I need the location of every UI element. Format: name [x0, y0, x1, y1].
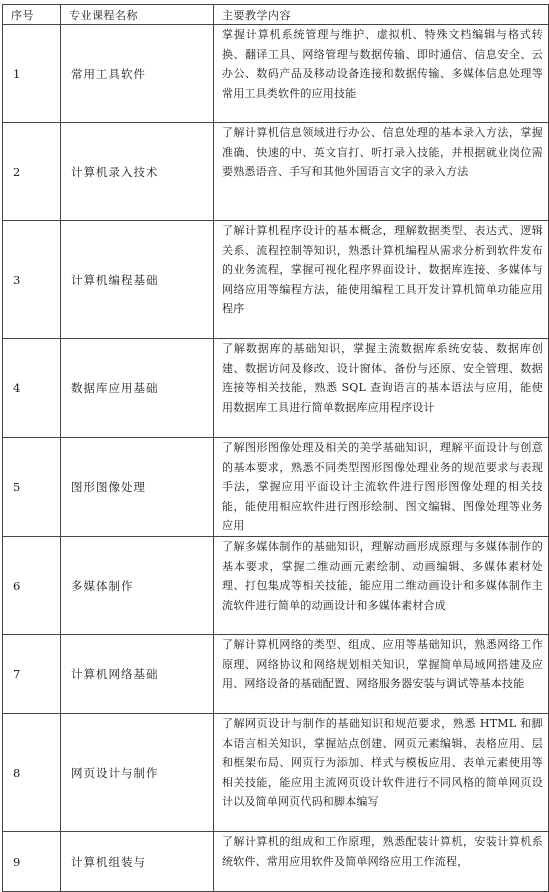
table-row	[3, 221, 549, 339]
row-course-name: 网页设计与制作	[61, 714, 214, 832]
table-header-row	[3, 5, 549, 25]
row-teaching-content: 了解计算机网络的类型、组成、应用等基础知识，熟悉网络工作原理、网络协议和网络规划相关知识，掌握简单局域网搭建及应用、网络设备的基础配置、网络服务器安装与调试等基本技能	[214, 635, 549, 714]
row-index: 1	[3, 25, 61, 123]
row-course-name: 常用工具软件	[61, 25, 214, 123]
row-index: 6	[3, 537, 61, 635]
row-course-name: 计算机编程基础	[61, 221, 214, 339]
row-index: 3	[3, 221, 61, 339]
row-index: 5	[3, 438, 61, 537]
row-index: 4	[3, 339, 61, 438]
row-index: 8	[3, 714, 61, 832]
row-teaching-content: 了解计算机信息领域进行办公、信息处理的基本录入方法，掌握准确、快速的中、英文盲打、听打录入技能，并根据就业岗位需要熟悉语音、手写和其他外国语言文字的录入方法	[214, 123, 549, 221]
header-teaching-content: 主要教学内容	[214, 5, 549, 25]
row-course-name: 图形图像处理	[61, 438, 214, 537]
course-table-page	[2, 4, 548, 892]
row-course-name: 多媒体制作	[61, 537, 214, 635]
table-row	[3, 537, 549, 635]
row-course-name: 计算机录入技术	[61, 123, 214, 221]
header-index: 序号	[3, 5, 61, 25]
row-course-name: 数据库应用基础	[61, 339, 214, 438]
row-teaching-content: 了解数据库的基础知识，掌握主流数据库系统安装、数据库创建、数据访问及修改、设计窗体、备份与还原、安全管理、数据连接等相关技能，熟悉 SQL 查询语言的基本语法与应用，能使用数据库工具进行简单数据库应用程序设计	[214, 339, 549, 438]
row-teaching-content: 了解网页设计与制作的基础知识和规范要求，熟悉 HTML 和脚本语言相关知识，掌握站点创建、网页元素编辑、表格应用、层和框架布局、网页行为添加、样式与模板应用、表单元素使用等相关技能，能应用主流网页设计软件进行不同风格的简单网页设计以及简单网页代码和脚本编写	[214, 714, 549, 832]
table-row	[3, 832, 549, 892]
table-row	[3, 25, 549, 123]
row-teaching-content: 了解计算机程序设计的基本概念，理解数据类型、表达式、逻辑关系、流程控制等知识，熟悉计算机编程从需求分析到软件发布的业务流程，掌握可视化程序界面设计、数据库连接、多媒体与网络应用等编程方法，能使用编程工具开发计算机简单功能应用程序	[214, 221, 549, 339]
row-index: 7	[3, 635, 61, 714]
table-row	[3, 339, 549, 438]
row-teaching-content: 了解图形图像处理及相关的美学基础知识，理解平面设计与创意的基本要求，熟悉不同类型图形图像处理业务的规范要求与表现手法，掌握应用平面设计主流软件进行图形图像处理的相关技能，能使用相应软件进行图形绘制、图文编辑、图像处理等业务应用	[214, 438, 549, 537]
row-course-name: 计算机网络基础	[61, 635, 214, 714]
table-row	[3, 438, 549, 537]
row-index: 9	[3, 832, 61, 892]
row-course-name: 计算机组装与	[61, 832, 214, 892]
table-row	[3, 123, 549, 221]
course-table	[2, 4, 549, 892]
table-row	[3, 635, 549, 714]
header-course-name: 专业课程名称	[61, 5, 214, 25]
row-teaching-content: 了解多媒体制作的基础知识，理解动画形成原理与多媒体制作的基本要求，掌握二维动画元素绘制、动画编辑、多媒体素材处理、打包集成等相关技能，能应用二维动画设计和多媒体制作主流软件进行简单的动画设计和多媒体素材合成	[214, 537, 549, 635]
row-teaching-content: 了解计算机的组成和工作原理，熟悉配装计算机，安装计算机系统软件、常用应用软件及简单网络应用工作流程，	[214, 832, 549, 892]
table-row	[3, 714, 549, 832]
row-teaching-content: 掌握计算机系统管理与维护、虚拟机、特殊文档编辑与格式转换、翻译工具、网络管理与数据传输、即时通信、信息安全、云办公、数码产品及移动设备连接和数据传输、多媒体信息处理等常用工具类软件的应用技能	[214, 25, 549, 123]
row-index: 2	[3, 123, 61, 221]
